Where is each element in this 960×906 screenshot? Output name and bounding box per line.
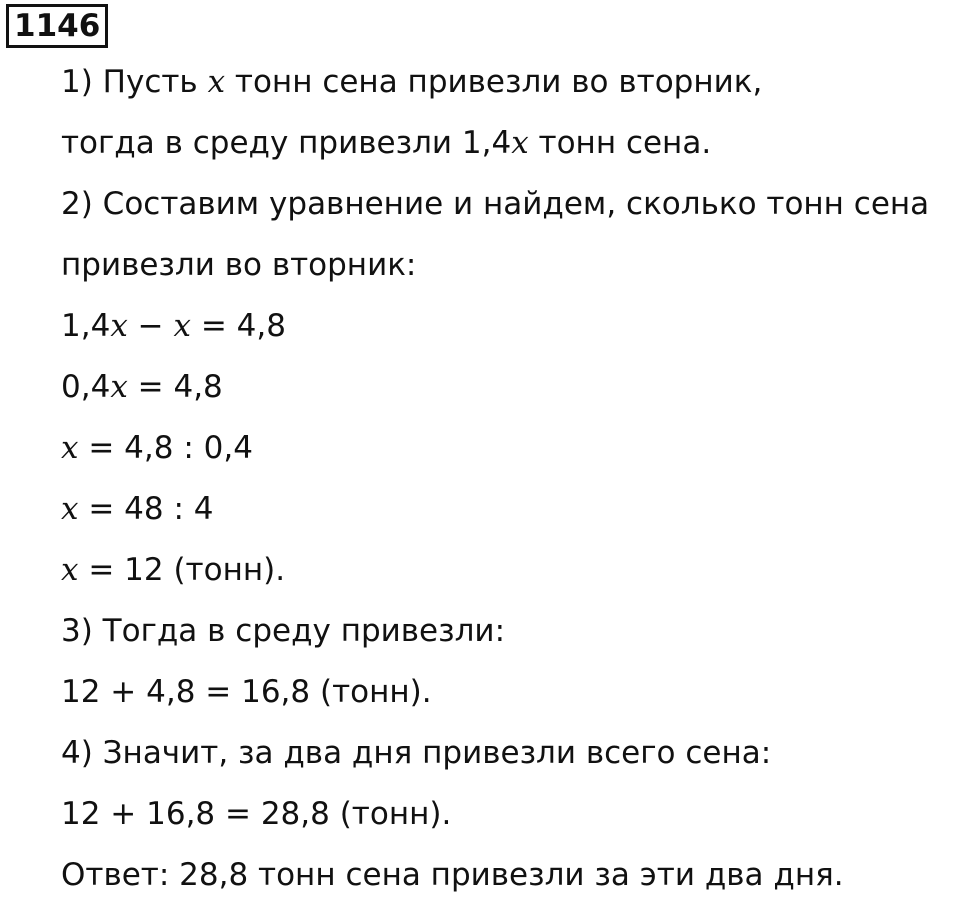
solution-line bbox=[61, 540, 956, 601]
solution-line bbox=[61, 723, 956, 784]
text-segment: − bbox=[127, 308, 174, 344]
text-segment: 12 + 16,8 = 28,8 (тонн). bbox=[61, 796, 452, 832]
text-segment: = 48 : 4 bbox=[78, 491, 214, 527]
solution-line bbox=[61, 174, 956, 235]
solution-line bbox=[61, 296, 956, 357]
text-segment: = 4,8 bbox=[127, 369, 223, 405]
variable-x: x bbox=[207, 64, 226, 100]
variable-x: x bbox=[61, 552, 79, 588]
text-segment: = 4,8 : 0,4 bbox=[78, 430, 253, 466]
text-segment: тонн сена привезли во вторник, bbox=[225, 64, 763, 100]
text-segment: 12 + 4,8 = 16,8 (тонн). bbox=[61, 674, 432, 710]
variable-x: x bbox=[511, 125, 529, 161]
text-segment: 1) Пусть bbox=[61, 64, 208, 100]
text-segment: 4) Значит, за два дня привезли всего сена: bbox=[61, 735, 772, 771]
text-segment: = 12 (тонн). bbox=[78, 552, 286, 588]
variable-x: x bbox=[110, 308, 128, 344]
problem-number: 1146 bbox=[6, 4, 108, 48]
text-segment: тогда в среду привезли 1,4 bbox=[61, 125, 512, 161]
text-segment: 2) Составим уравнение и найдем, сколько тонн сена bbox=[61, 186, 930, 222]
text-segment: привезли во вторник: bbox=[61, 247, 417, 283]
text-segment: 1,4 bbox=[61, 308, 111, 344]
variable-x: x bbox=[173, 308, 191, 344]
text-segment: тонн сена. bbox=[528, 125, 712, 161]
text-segment: = 4,8 bbox=[190, 308, 286, 344]
text-segment: 3) Тогда в среду привезли: bbox=[61, 613, 506, 649]
solution-text bbox=[61, 52, 956, 906]
solution-line bbox=[61, 357, 956, 418]
solution-line bbox=[61, 235, 956, 296]
solution-line bbox=[61, 784, 956, 845]
solution-line bbox=[61, 662, 956, 723]
variable-x: x bbox=[110, 369, 128, 405]
solution-line bbox=[61, 113, 956, 174]
solution-line bbox=[61, 601, 956, 662]
solution-line bbox=[61, 418, 956, 479]
solution-line bbox=[61, 845, 956, 906]
solution-line bbox=[61, 479, 956, 540]
variable-x: x bbox=[61, 430, 79, 466]
text-segment: 0,4 bbox=[61, 369, 111, 405]
text-segment: Ответ: 28,8 тонн сена привезли за эти два дня. bbox=[61, 857, 844, 893]
variable-x: x bbox=[61, 491, 79, 527]
solution-line bbox=[61, 52, 956, 113]
